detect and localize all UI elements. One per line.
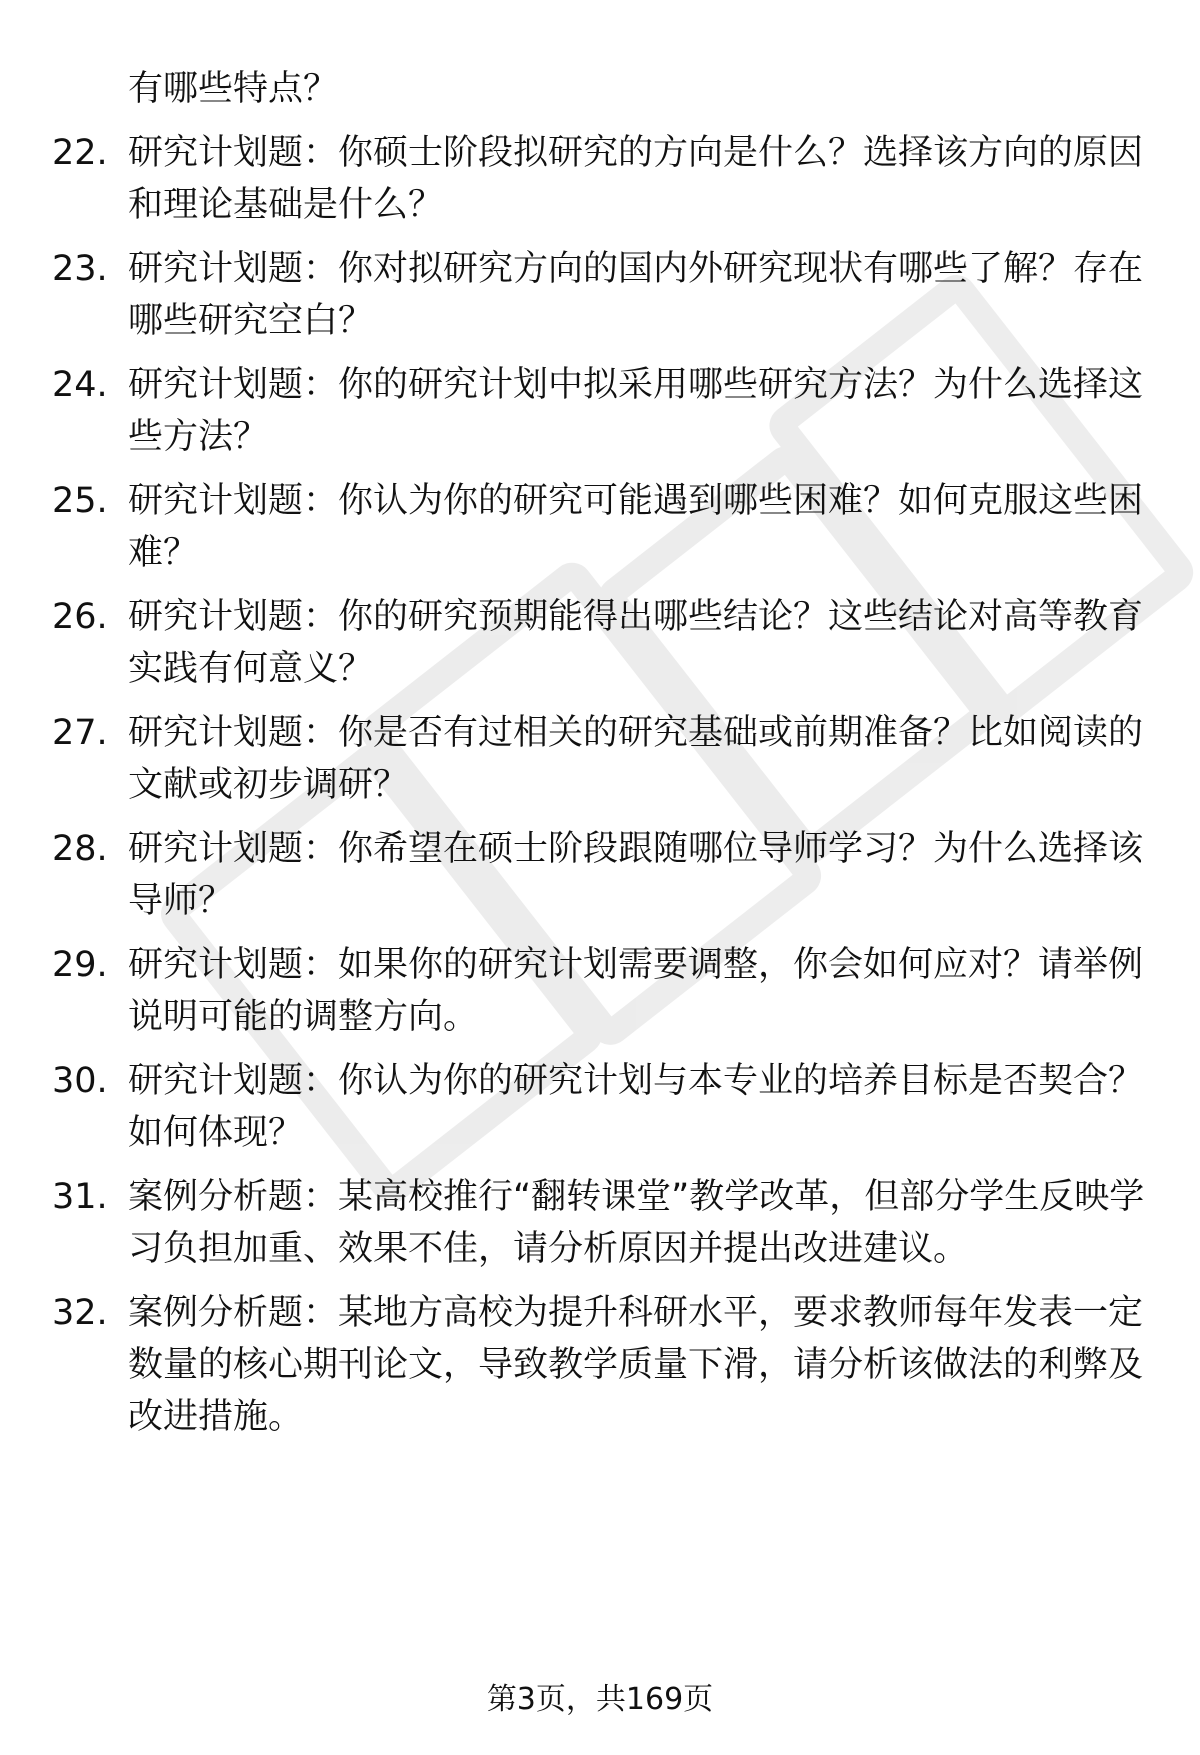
question-text: 研究计划题：你硕士阶段拟研究的方向是什么？选择该方向的原因和理论基础是什么？	[128, 133, 1144, 225]
question-number: 30.	[52, 1061, 108, 1101]
question-number: 24.	[52, 365, 108, 405]
question-text: 研究计划题：你认为你的研究可能遇到哪些困难？如何克服这些困难？	[128, 481, 1144, 573]
question-number: 26.	[52, 597, 108, 637]
question-text: 研究计划题：你认为你的研究计划与本专业的培养目标是否契合？如何体现？	[128, 1061, 1144, 1153]
question-text: 研究计划题：你是否有过相关的研究基础或前期准备？比如阅读的文献或初步调研？	[128, 713, 1144, 805]
question-number: 23.	[52, 249, 108, 289]
question-number: 29.	[52, 945, 108, 985]
continued-question-text: 有哪些特点？	[128, 69, 339, 109]
question-text: 研究计划题：你的研究计划中拟采用哪些研究方法？为什么选择这些方法？	[128, 365, 1144, 457]
question-text: 研究计划题：你希望在硕士阶段跟随哪位导师学习？为什么选择该导师？	[128, 829, 1144, 921]
question-number: 22.	[52, 133, 108, 173]
question-text: 研究计划题：你对拟研究方向的国内外研究现状有哪些了解？存在哪些研究空白？	[128, 249, 1144, 341]
question-number: 27.	[52, 713, 108, 753]
question-text: 案例分析题：某地方高校为提升科研水平，要求教师每年发表一定数量的核心期刊论文，导致教学质量下滑，请分析该做法的利弊及改进措施。	[128, 1293, 1144, 1437]
question-text: 案例分析题：某高校推行“翻转课堂”教学改革，但部分学生反映学习负担加重、效果不佳，请分析原因并提出改进建议。	[128, 1177, 1145, 1269]
question-number: 28.	[52, 829, 108, 869]
page-footer: 第3页，共169页	[486, 1682, 714, 1717]
question-number: 25.	[52, 481, 108, 521]
question-number: 32.	[52, 1293, 108, 1333]
question-number: 31.	[52, 1177, 108, 1217]
question-text: 研究计划题：如果你的研究计划需要调整，你会如何应对？请举例说明可能的调整方向。	[128, 945, 1144, 1037]
question-text: 研究计划题：你的研究预期能得出哪些结论？这些结论对高等教育实践有何意义？	[128, 597, 1144, 689]
